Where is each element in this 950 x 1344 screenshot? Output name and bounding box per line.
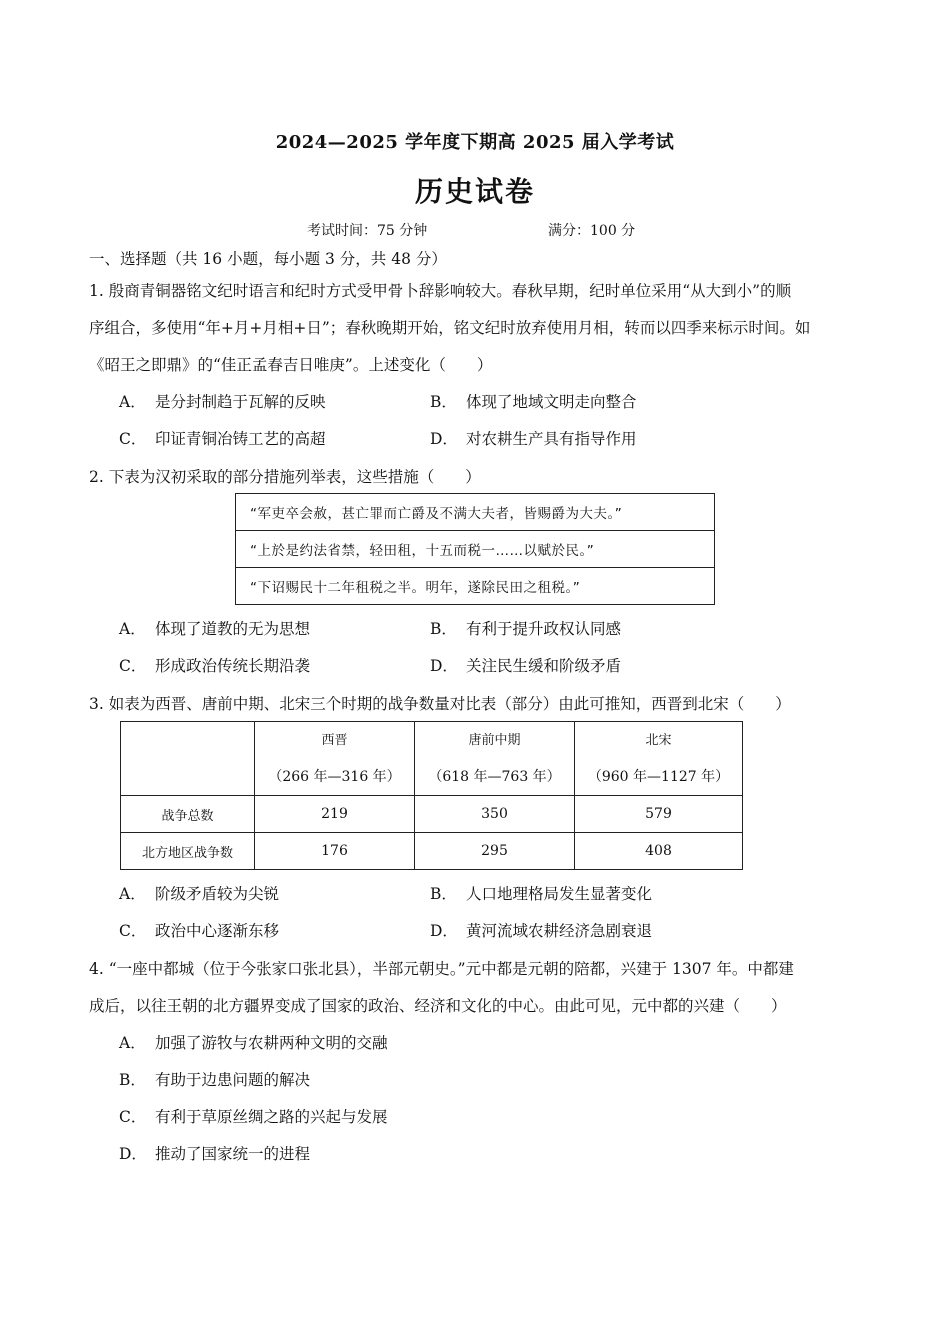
q4-option-b: B． 有助于边患问题的解决 <box>119 1071 311 1089</box>
exam-time: 考试时间：75 分钟 <box>307 223 428 239</box>
q2-measures-table <box>235 493 715 605</box>
q2-option-a: A． 体现了道教的无为思想 <box>119 620 311 638</box>
q3-cell: 176 <box>255 833 415 870</box>
q2-table-row-1: “军吏卒会赦，甚亡罪而亡爵及不满大夫者，皆赐爵为大夫。” <box>236 494 715 531</box>
q4-option-a: A． 加强了游牧与农耕两种文明的交融 <box>119 1034 388 1052</box>
q3-cell: 408 <box>575 833 743 870</box>
q1-option-a: A． 是分封制趋于瓦解的反映 <box>119 393 326 411</box>
q3-stem: 3. 如表为西晋、唐前中期、北宋三个时期的战争数量对比表（部分）由此可推知，西晋到北宋（ ） <box>89 695 791 713</box>
q3-row-label: 北方地区战争数 <box>121 833 255 870</box>
q3-option-a: A． 阶级矛盾较为尖锐 <box>119 885 280 903</box>
q3-row-label: 战争总数 <box>121 796 255 833</box>
q3-cell: 350 <box>415 796 575 833</box>
q3-option-c: C． 政治中心逐渐东移 <box>119 922 280 940</box>
q3-option-b: B． 人口地理格局发生显著变化 <box>430 885 653 903</box>
q3-table-corner <box>121 722 255 796</box>
q3-col-header: 北宋 （960 年—1127 年） <box>575 722 743 796</box>
q3-col-header: 西晋 （266 年—316 年） <box>255 722 415 796</box>
section-heading: 一、选择题（共 16 小题，每小题 3 分，共 48 分） <box>89 250 447 268</box>
q2-option-d: D． 关注民生缓和阶级矛盾 <box>430 657 622 675</box>
q3-cell: 219 <box>255 796 415 833</box>
q2-table-row-2: “上於是约法省禁，轻田租，十五而税一……以赋於民。” <box>236 531 715 568</box>
q1-option-b: B． 体现了地域文明走向整合 <box>430 393 637 411</box>
q3-cell: 579 <box>575 796 743 833</box>
q3-option-d: D． 黄河流域农耕经济急剧衰退 <box>430 922 653 940</box>
q1-line-1: 1. 殷商青铜器铭文纪时语言和纪时方式受甲骨卜辞影响较大。春秋早期，纪时单位采用“从大到小”的顺 <box>89 282 792 300</box>
table-row <box>121 796 743 833</box>
table-row <box>121 833 743 870</box>
q1-line-2: 序组合，多使用“年+月+月相+日”；春秋晚期开始，铭文纪时放弃使用月相，转而以四季来标示时间。如 <box>89 319 811 337</box>
q1-option-c: C． 印证青铜冶铸工艺的高超 <box>119 430 326 448</box>
q2-table-row-3: “下诏赐民十二年租税之半。明年，遂除民田之租税。” <box>236 568 715 605</box>
q4-line-1: 4. “一座中都城（位于今张家口张北县），半部元朝史。”元中都是元朝的陪都，兴建于 1307 年。中都建 <box>89 960 794 978</box>
q1-option-d: D． 对农耕生产具有指导作用 <box>430 430 637 448</box>
q2-stem: 2. 下表为汉初采取的部分措施列举表，这些措施（ ） <box>89 468 481 486</box>
q3-war-count-table <box>120 721 743 870</box>
subject-title: 历史试卷 <box>414 175 535 208</box>
q2-option-c: C． 形成政治传统长期沿袭 <box>119 657 311 675</box>
q4-option-d: D． 推动了国家统一的进程 <box>119 1145 311 1163</box>
exam-title: 2024—2025 学年度下期高 2025 届入学考试 <box>275 132 675 153</box>
q4-line-2: 成后，以往王朝的北方疆界变成了国家的政治、经济和文化的中心。由此可见，元中都的兴建（ ） <box>89 997 787 1015</box>
q3-col-header: 唐前中期 （618 年—763 年） <box>415 722 575 796</box>
q2-option-b: B． 有利于提升政权认同感 <box>430 620 622 638</box>
q1-line-3: 《昭王之即鼎》的“佳正孟春吉日唯庚”。上述变化（ ） <box>89 356 493 374</box>
q4-option-c: C． 有利于草原丝绸之路的兴起与发展 <box>119 1108 388 1126</box>
full-score: 满分：100 分 <box>548 223 636 239</box>
q3-cell: 295 <box>415 833 575 870</box>
